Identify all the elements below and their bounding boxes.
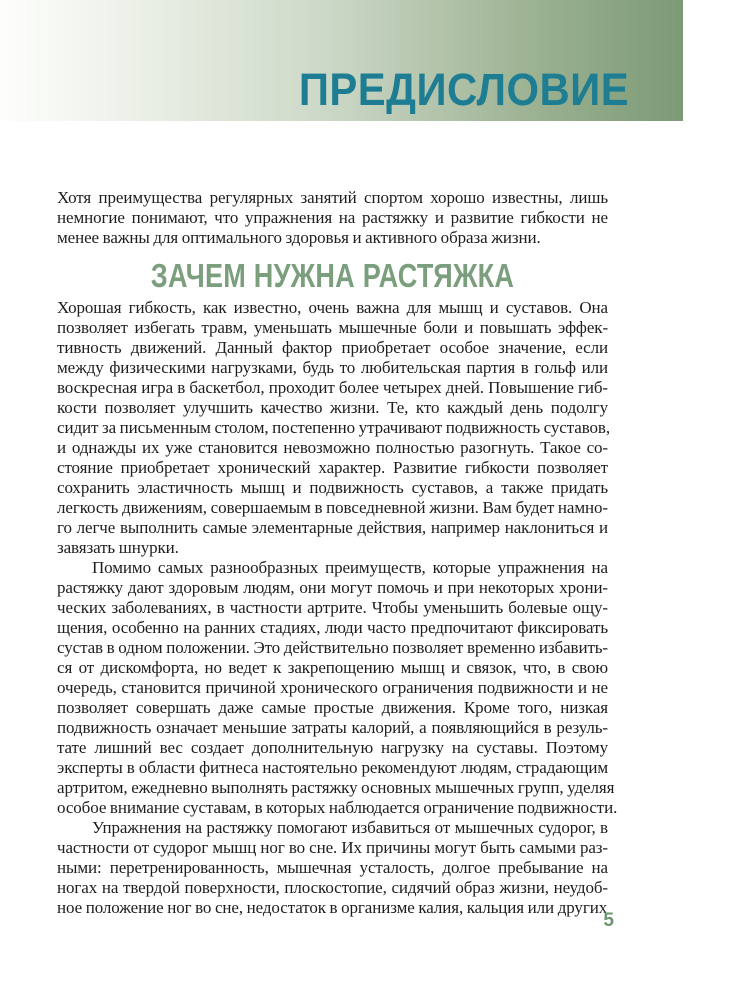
text-line: сустав в одном положении. Это действительно позволяет временно избавить-	[57, 638, 608, 657]
text-line: ногах на твердой поверхности, плоскостопие, сидячий образ жизни, неудоб-	[57, 878, 608, 897]
text-line: очередь, становится причиной хронического ограничения подвижности и не	[57, 678, 608, 697]
text-line: легкость движениям, совершаемым в повседневной жизни. Вам будет намно-	[57, 498, 608, 517]
text-line: и однажды их уже становится невозможно полностью разогнуть. Такое со-	[57, 438, 608, 457]
section-heading: ЗАЧЕМ НУЖНА РАСТЯЖКА	[150, 257, 515, 294]
text-line: сохранить эластичность мышц и подвижность суставов, а также придать	[57, 478, 608, 497]
text-line: ся от дискомфорта, но ведет к закрепощению мышц и связок, что, в свою	[57, 658, 608, 677]
paragraph	[57, 818, 608, 918]
text-line: позволяет совершать даже самые простые движения. Кроме того, низкая	[57, 698, 608, 717]
text-line: Помимо самых разнообразных преимуществ, которые упражнения на	[92, 558, 608, 577]
text-line: Хотя преимущества регулярных занятий спортом хорошо известны, лишь	[57, 188, 608, 207]
text-line: ное положение ног во сне, недостаток в организме калия, кальция или других	[57, 898, 608, 917]
chapter-header-band	[0, 0, 683, 121]
text-line: воскресная игра в баскетбол, проходит более четырех дней. Повышение гиб-	[57, 378, 608, 397]
text-line: Хорошая гибкость, как известно, очень важна для мышц и суставов. Она	[57, 298, 608, 317]
text-line: частности от судорог мышц ног во сне. Их причины могут быть самыми раз-	[57, 838, 608, 857]
text-line: артритом, ежедневно выполнять растяжку основных мышечных групп, уделяя	[57, 778, 615, 797]
text-line: немногие понимают, что упражнения на растяжку и развитие гибкости не	[57, 208, 608, 227]
chapter-title: ПРЕДИСЛОВИЕ	[298, 64, 629, 115]
text-line: тивность движений. Данный фактор приобретает особое значение, если	[57, 338, 608, 357]
text-line: особое внимание суставам, в которых наблюдается ограничение подвижности.	[57, 798, 618, 817]
text-line: ными: перетренированность, мышечная усталость, долгое пребывание на	[57, 858, 608, 877]
text-line: го легче выполнить самые элементарные действия, например наклониться и	[57, 518, 608, 537]
page-footer	[57, 911, 614, 931]
text-line: сидит за письменным столом, постепенно утрачивают подвижность суставов,	[57, 418, 610, 437]
text-line: ческих заболеваниях, в частности артрите. Чтобы уменьшить болевые ощу-	[57, 598, 608, 617]
body-text	[57, 188, 618, 918]
text-line: тате лишний вес создает дополнительную нагрузку на суставы. Поэтому	[57, 738, 608, 757]
text-line: щения, особенно на ранних стадиях, люди часто предпочитают фиксировать	[57, 618, 608, 637]
paragraph	[57, 558, 618, 818]
text-line: позволяет избегать травм, уменьшать мышечные боли и повышать эффек-	[57, 318, 608, 337]
text-line: стояние приобретает хронический характер. Развитие гибкости позволяет	[57, 458, 608, 477]
text-line: кости позволяет улучшить качество жизни. Те, кто каждый день подолгу	[57, 398, 608, 417]
text-line: подвижность означает меньшие затраты калорий, а появляющийся в резуль-	[57, 718, 608, 737]
paragraph	[57, 298, 608, 558]
text-line: между физическими нагрузками, будь то любительская партия в гольф или	[57, 358, 608, 377]
paragraph	[57, 188, 608, 248]
text-line: менее важны для оптимального здоровья и активного образа жизни.	[57, 228, 541, 247]
text-line: эксперты в области фитнеса настоятельно рекомендуют людям, страдающим	[57, 758, 608, 777]
text-line: завязать шнурки.	[57, 538, 179, 557]
text-line: растяжку дают здоровым людям, они могут помочь и при некоторых хрони-	[57, 578, 608, 597]
page-number: 5	[603, 910, 614, 931]
text-line: Упражнения на растяжку помогают избавиться от мышечных судорог, в	[92, 818, 608, 837]
